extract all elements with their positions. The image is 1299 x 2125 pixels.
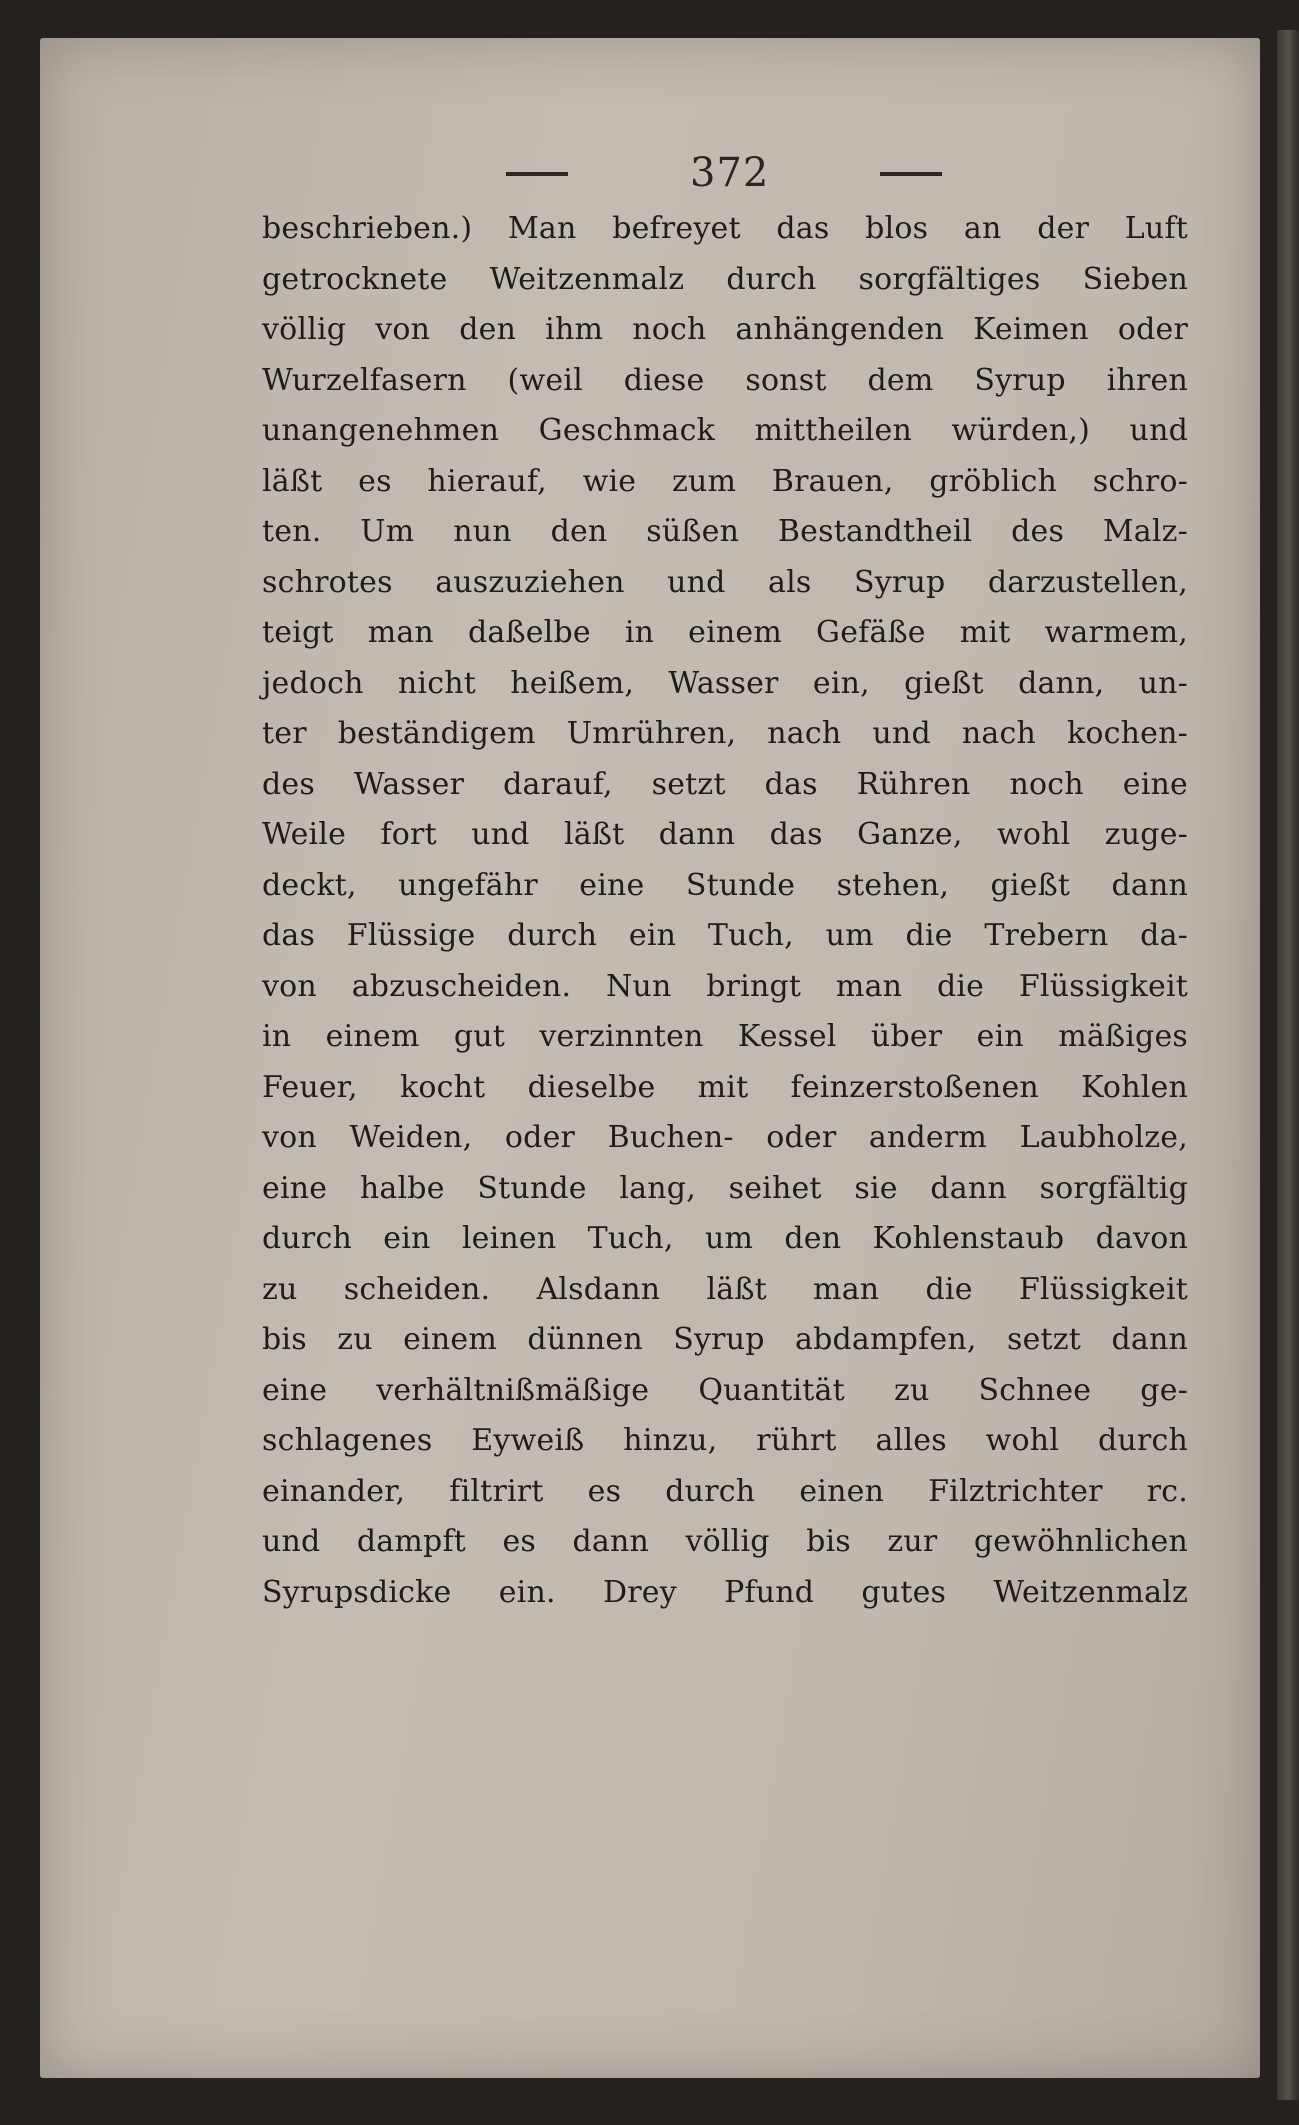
- text-line: Wurzelfasern (weil diese sonst dem Syrup ihren: [262, 362, 1188, 398]
- text-line: Weile fort und läßt dann das Ganze, wohl zuge-: [262, 817, 1188, 852]
- text-line: das Flüssige durch ein Tuch, um die Trebern da-: [262, 918, 1188, 953]
- text-line: schrotes auszuziehen und als Syrup darzustellen,: [262, 564, 1188, 600]
- page-header: [0, 150, 1299, 200]
- text-line: durch ein leinen Tuch, um den Kohlenstaub davon: [262, 1221, 1188, 1256]
- header-dash-left: [506, 172, 568, 176]
- text-line: völlig von den ihm noch anhängenden Keimen oder: [262, 312, 1188, 347]
- text-line: eine halbe Stunde lang, seihet sie dann sorgfältig: [262, 1170, 1188, 1206]
- text-line: zu scheiden. Alsdann läßt man die Flüssigkeit: [262, 1271, 1188, 1307]
- text-line: läßt es hierauf, wie zum Brauen, gröblich schro-: [262, 463, 1188, 499]
- text-line: jedoch nicht heißem, Wasser ein, gießt dann, un-: [262, 665, 1188, 701]
- header-dash-right: [880, 172, 942, 176]
- text-line: einander, filtrirt es durch einen Filztrichter rc.: [262, 1473, 1188, 1509]
- text-line: Feuer, kocht dieselbe mit feinzerstoßenen Kohlen: [262, 1069, 1188, 1105]
- text-line: von Weiden, oder Buchen- oder anderm Laubholze,: [262, 1120, 1188, 1155]
- text-line: von abzuscheiden. Nun bringt man die Flüssigkeit: [262, 968, 1188, 1004]
- body-text: [262, 204, 1188, 1618]
- text-line: beschrieben.) Man befreyet das blos an der Luft: [262, 211, 1188, 246]
- text-line: Syrupsdicke ein. Drey Pfund gutes Weitzenmalz: [262, 1574, 1188, 1610]
- page-edge: [1277, 30, 1299, 2100]
- text-line: bis zu einem dünnen Syrup abdampfen, setzt dann: [262, 1322, 1188, 1357]
- text-line: deckt, ungefähr eine Stunde stehen, gießt dann: [262, 867, 1188, 903]
- text-line: ter beständigem Umrühren, nach und nach kochen-: [262, 716, 1188, 751]
- page-number: 372: [690, 150, 770, 196]
- text-line: schlagenes Eyweiß hinzu, rührt alles wohl durch: [262, 1423, 1188, 1458]
- text-line: teigt man daßelbe in einem Gefäße mit warmem,: [262, 615, 1188, 650]
- text-line: und dampft es dann völlig bis zur gewöhnlichen: [262, 1524, 1188, 1559]
- text-line: getrocknete Weitzenmalz durch sorgfältiges Sieben: [262, 261, 1188, 297]
- text-line: des Wasser darauf, setzt das Rühren noch eine: [262, 766, 1188, 802]
- text-line: ten. Um nun den süßen Bestandtheil des Malz-: [262, 514, 1188, 549]
- text-line: in einem gut verzinnten Kessel über ein mäßiges: [262, 1019, 1188, 1054]
- text-line: eine verhältnißmäßige Quantität zu Schnee ge-: [262, 1372, 1188, 1408]
- text-line: unangenehmen Geschmack mittheilen würden,) und: [262, 413, 1188, 448]
